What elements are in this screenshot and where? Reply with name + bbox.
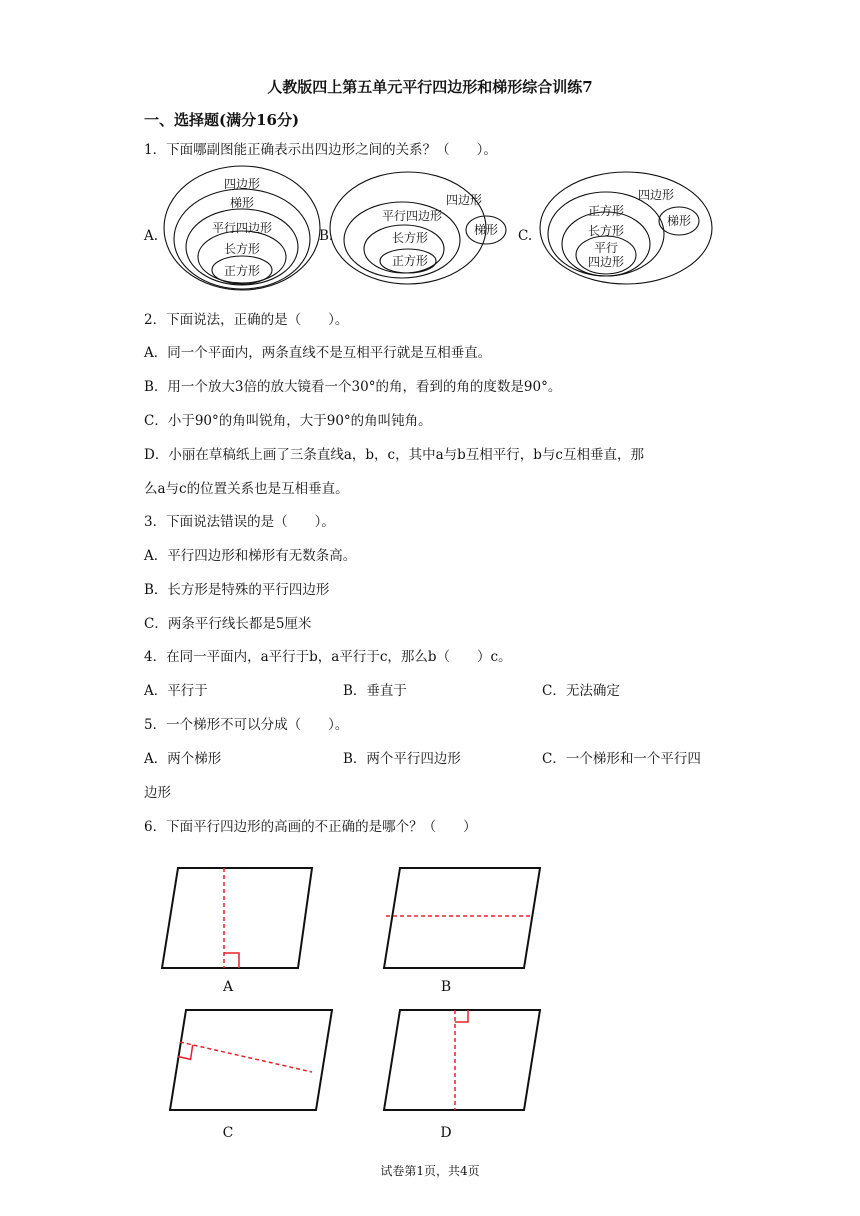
q4-option-a: A．平行于 bbox=[144, 683, 208, 699]
q3-option-c: C．两条平行线长都是5厘米 bbox=[144, 616, 312, 632]
q2-option-b: B．用一个放大3倍的放大镜看一个30°的角，看到的角的度数是90°。 bbox=[144, 379, 562, 395]
q4-stem: 4．在同一平面内，a平行于b，a平行于c，那么b（ ）c。 bbox=[144, 649, 512, 665]
q4-option-b: B．垂直于 bbox=[343, 683, 407, 699]
q5-stem: 5．一个梯形不可以分成（ ）。 bbox=[144, 717, 349, 733]
q6-parallelogram-d bbox=[384, 1010, 540, 1110]
q1b-label-parallelogram: 平行四边形 bbox=[381, 209, 443, 223]
q3-option-b: B．长方形是特殊的平行四边形 bbox=[144, 582, 330, 598]
q1-option-b: B. bbox=[319, 228, 334, 244]
page-footer: 试卷第1页，共4页 bbox=[380, 1164, 480, 1178]
q1-venn-figures bbox=[160, 164, 730, 292]
q5-option-a: A．两个梯形 bbox=[144, 751, 222, 767]
q1a-label-trapezoid: 梯形 bbox=[229, 196, 255, 210]
q3-stem: 3．下面说法错误的是（ ）。 bbox=[144, 514, 335, 530]
q2-option-a: A．同一个平面内，两条直线不是互相平行就是互相垂直。 bbox=[144, 345, 492, 361]
page-title: 人教版四上第五单元平行四边形和梯形综合训练7 bbox=[267, 78, 593, 96]
q6c-height-line bbox=[180, 1042, 312, 1072]
q1c-label-square: 正方形 bbox=[587, 204, 625, 218]
q6-parallelogram-figures bbox=[150, 860, 560, 1150]
q6-stem: 6．下面平行四边形的高画的不正确的是哪个？（ ） bbox=[144, 819, 477, 835]
q5-option-c-line1: C．一个梯形和一个平行四 bbox=[542, 751, 701, 767]
q1-stem: 1．下面哪副图能正确表示出四边形之间的关系？（ ）。 bbox=[144, 142, 497, 158]
q1a-label-square: 正方形 bbox=[223, 264, 261, 278]
q1-option-a: A. bbox=[144, 228, 159, 244]
q6-label-a: A bbox=[222, 979, 234, 995]
section-heading: 一、选择题(满分16分) bbox=[144, 111, 300, 129]
q1b-label-trapezoid: 梯形 bbox=[473, 223, 499, 237]
q2-stem: 2．下面说法，正确的是（ ）。 bbox=[144, 312, 349, 328]
q6-label-d: D bbox=[440, 1125, 452, 1141]
q2-option-d-line1: D．小丽在草稿纸上画了三条直线a，b，c，其中a与b互相平行，b与c互相垂直，那 bbox=[144, 447, 644, 463]
q3-option-a: A．平行四边形和梯形有无数条高。 bbox=[144, 548, 357, 564]
q1-option-c: C. bbox=[518, 228, 533, 244]
q5-option-c-line2: 边形 bbox=[144, 785, 171, 801]
q2-option-d-line2: 么a与c的位置关系也是互相垂直。 bbox=[144, 481, 349, 497]
q4-option-c: C．无法确定 bbox=[542, 683, 620, 699]
q5-option-b: B．两个平行四边形 bbox=[343, 751, 461, 767]
q1a-label-parallelogram: 平行四边形 bbox=[211, 221, 273, 235]
q6-parallelogram-c bbox=[170, 1010, 332, 1110]
q6-parallelogram-b bbox=[384, 868, 540, 968]
q6a-right-angle-mark bbox=[224, 953, 239, 968]
q1b-label-rectangle: 长方形 bbox=[391, 231, 429, 245]
q1b-label-square: 正方形 bbox=[391, 254, 429, 268]
q1b-label-quad: 四边形 bbox=[445, 193, 483, 207]
q1a-label-quad: 四边形 bbox=[223, 177, 261, 191]
q1c-label-parallel: 平行 bbox=[593, 241, 619, 255]
q6-label-b: B bbox=[440, 979, 452, 995]
q6d-right-angle-mark bbox=[455, 1010, 468, 1022]
q1c-label-trapezoid: 梯形 bbox=[666, 214, 692, 228]
q1a-label-rectangle: 长方形 bbox=[223, 242, 261, 256]
q1c-label-quad: 四边形 bbox=[637, 188, 675, 202]
q1c-label-rectangle: 长方形 bbox=[587, 224, 625, 238]
q2-option-c: C．小于90°的角叫锐角，大于90°的角叫钝角。 bbox=[144, 413, 432, 429]
q6-label-c: C bbox=[222, 1125, 234, 1141]
q1c-label-quad-inner: 四边形 bbox=[587, 255, 625, 269]
